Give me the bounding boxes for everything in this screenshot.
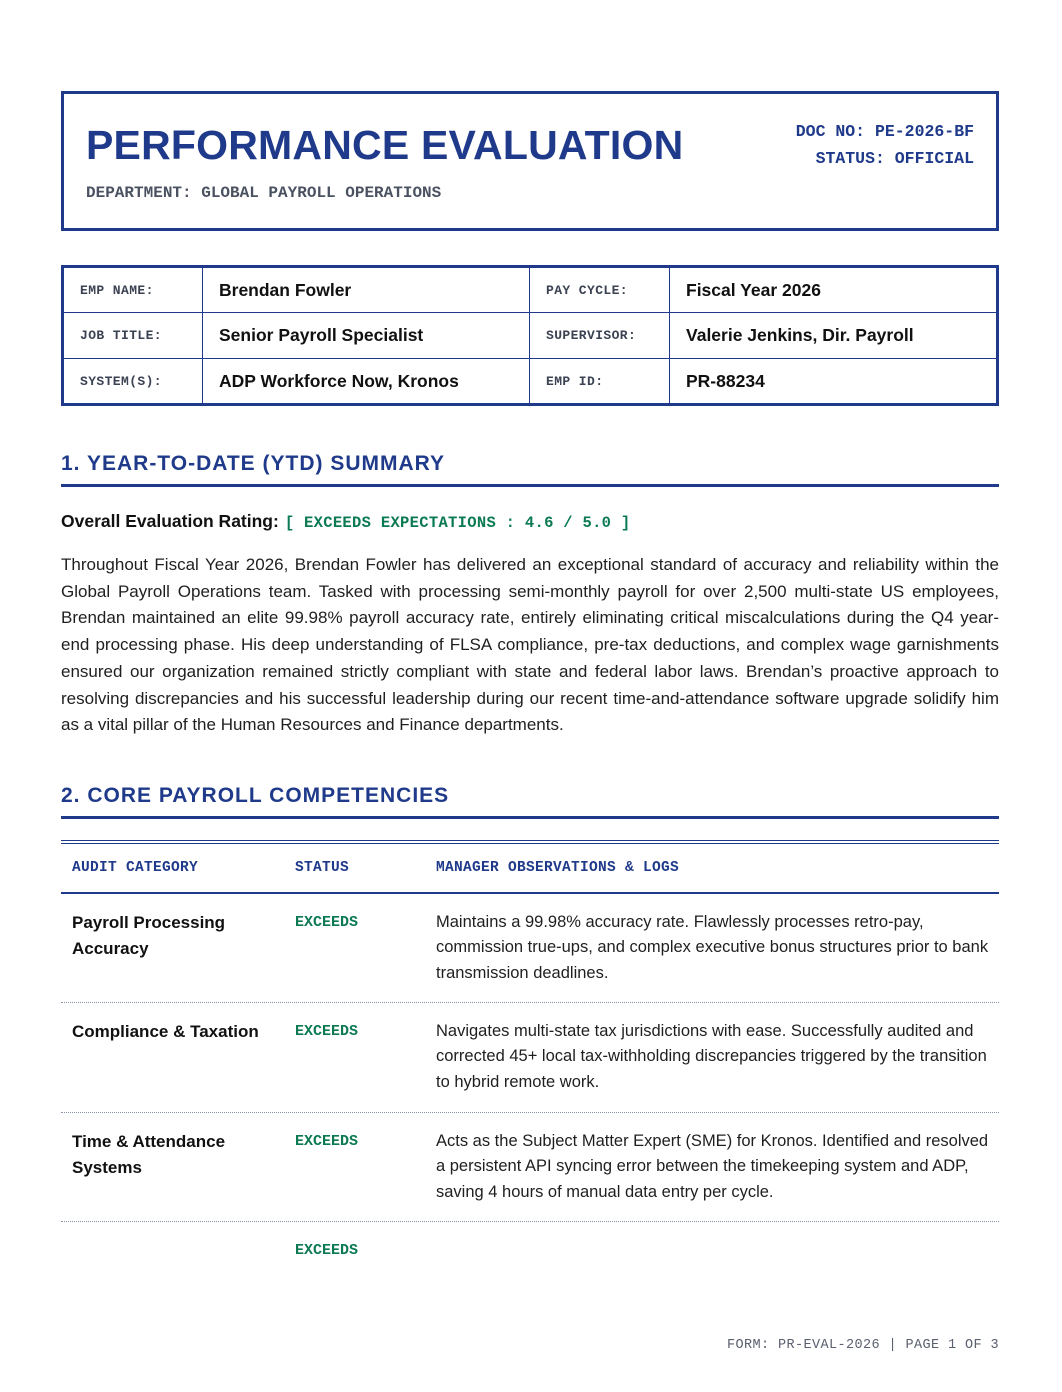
emp-id-label: EMP ID:: [530, 359, 670, 405]
overall-rating: [61, 511, 999, 532]
table-row: [61, 1222, 999, 1282]
emp-id-value: PR-88234: [670, 359, 998, 405]
competencies-header-row: [61, 844, 999, 894]
supervisor-value: Valerie Jenkins, Dir. Payroll: [670, 313, 998, 359]
department-label: DEPARTMENT: GLOBAL PAYROLL OPERATIONS: [86, 184, 442, 202]
rating-value: [ EXCEEDS EXPECTATIONS : 4.6 / 5.0 ]: [284, 514, 631, 532]
pay-cycle-value: Fiscal Year 2026: [670, 267, 998, 313]
row-observation: Acts as the Subject Matter Expert (SME) for Kronos. Identified and resolved a persistent API syncing error between the timekeeping system and ADP, saving 4 hours of manual data entry per cycle.: [436, 1131, 989, 1201]
document-header: [61, 91, 999, 231]
page-footer: FORM: PR-EVAL-2026 | PAGE 1 OF 3: [726, 1338, 999, 1353]
supervisor-label: SUPERVISOR:: [530, 313, 670, 359]
row-observation: Navigates multi-state tax jurisdictions with ease. Successfully audited and corrected 45+ local tax-withholding discrepancies triggered by the transition to hybrid remote work.: [436, 1021, 987, 1091]
table-row: [61, 894, 999, 1003]
section-ytd-summary-title: 1. YEAR-TO-DATE (YTD) SUMMARY: [61, 452, 999, 487]
header-observations: MANAGER OBSERVATIONS & LOGS: [436, 859, 680, 876]
evaluation-page: [61, 91, 999, 1282]
job-title-label: JOB TITLE:: [63, 313, 203, 359]
pay-cycle-label: PAY CYCLE:: [530, 267, 670, 313]
doc-status: STATUS: OFFICIAL: [815, 149, 974, 168]
emp-name-label: EMP NAME:: [63, 267, 203, 313]
row-category: Time & Attendance Systems: [72, 1131, 226, 1177]
systems-label: SYSTEM(S):: [63, 359, 203, 405]
document-title: PERFORMANCE EVALUATION: [86, 122, 684, 168]
info-row: [63, 359, 998, 405]
info-row: [63, 267, 998, 313]
employee-info-table: [61, 265, 999, 406]
competencies-table: [61, 840, 999, 1282]
job-title-value: Senior Payroll Specialist: [203, 313, 530, 359]
section-competencies-title: 2. CORE PAYROLL COMPETENCIES: [61, 784, 999, 819]
table-row: [61, 1113, 999, 1222]
row-status: EXCEEDS: [295, 1241, 359, 1259]
emp-name-value: Brendan Fowler: [203, 267, 530, 313]
table-row: [61, 1003, 999, 1113]
rating-label: Overall Evaluation Rating:: [61, 511, 279, 531]
summary-paragraph: Throughout Fiscal Year 2026, Brendan Fowler has delivered an exceptional standard of accuracy and reliability within the Global Payroll Operations team. Tasked with processing semi-monthly payroll for over 2,500 multi-state US employees, Brendan maintained an elite 99.98% payroll accuracy rate, entirely eliminating critical miscalculations during the Q4 year-end processing phase. His deep understanding of FLSA compliance, pre-tax deductions, and complex wage garnishments ensured our organization remained strictly compliant with state and federal labor laws. Brendan’s proactive approach to resolving discrepancies and his successful leadership during our recent time-and-attendance software upgrade solidify him as a vital pillar of the Human Resources and Finance departments.: [61, 555, 999, 735]
row-category: Compliance & Taxation: [72, 1021, 259, 1041]
row-status: EXCEEDS: [295, 1022, 359, 1040]
document-meta: [796, 118, 974, 172]
doc-number: DOC NO: PE-2026-BF: [795, 122, 974, 141]
header-audit-category: AUDIT CATEGORY: [72, 859, 199, 876]
row-status: EXCEEDS: [295, 1132, 359, 1150]
row-status: EXCEEDS: [295, 913, 359, 931]
row-observation: Maintains a 99.98% accuracy rate. Flawlessly processes retro-pay, commission true-ups, and complex executive bonus structures prior to bank transmission deadlines.: [436, 912, 989, 982]
row-category: Payroll Processing Accuracy: [72, 912, 226, 958]
header-status: STATUS: [295, 859, 350, 876]
systems-value: ADP Workforce Now, Kronos: [203, 359, 530, 405]
info-row: [63, 313, 998, 359]
